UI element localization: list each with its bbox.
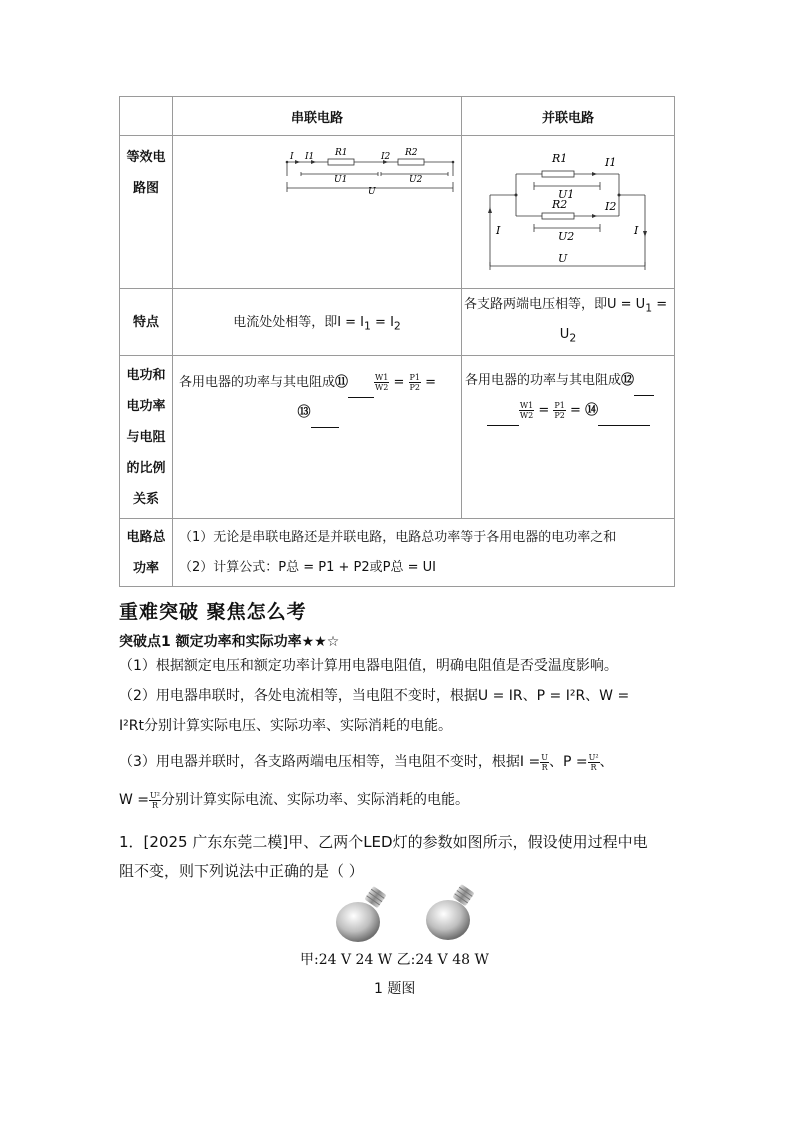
bulb-yi-icon [426, 884, 475, 940]
answer-blank[interactable] [348, 397, 374, 398]
parallel-feature-text: = [652, 297, 668, 313]
label-R2: R2 [552, 198, 568, 211]
header-parallel: 并联电路 [462, 97, 675, 136]
label-I1: I1 [305, 152, 315, 162]
fraction-u-r: $\frac{U}{R}$ [541, 752, 548, 772]
row-head-line: 路图 [132, 181, 159, 196]
series-circuit-diagram [173, 142, 462, 202]
paragraph-3b [119, 790, 469, 810]
parallel-ratio: 各用电器的功率与其电阻成⑫ $\frac{W1}{W2}$ = $\frac{P1}{P2}$ = ⑭ [462, 356, 675, 519]
paragraph-1: （1）根据额定电压和额定功率计算用电器电阻值，明确电阻值是否受温度影响。 [119, 658, 618, 674]
label-I2: I2 [381, 152, 391, 162]
total-power-formula: （2）计算公式：P总 = P1 + P2或P总 = UI [179, 559, 436, 575]
answer-blank[interactable] [598, 425, 650, 426]
row-head-line: 等效电 [126, 150, 166, 165]
series-ratio-text: 各用电器的功率与其电阻成 [179, 375, 336, 390]
parallel-feature [462, 289, 675, 356]
label-U1: U1 [334, 175, 348, 185]
bulb-specs-label: 甲:24 V 24 W 乙:24 V 48 W [300, 952, 489, 968]
row-head-line: 电功率 [126, 398, 166, 414]
header-series: 串联电路 [173, 97, 462, 136]
label-I: I [290, 152, 294, 162]
paragraph-2b: I²Rt分别计算实际电压、实际功率、实际消耗的电能。 [119, 718, 452, 734]
led-bulbs-image [330, 880, 480, 950]
row-head-diagram [120, 136, 173, 289]
question-line-2: 阻不变，则下列说法中正确的是（ ） [119, 862, 364, 880]
figure-caption: 1 题图 [374, 981, 416, 997]
label-R1: R1 [335, 148, 348, 158]
arrow-icon [592, 214, 597, 218]
fraction-u2-rt: $\frac{\text{U²}}{R}$ [150, 790, 160, 810]
table-corner-cell [120, 97, 173, 136]
paragraph-2a: （2）用电器串联时，各处电流相等，当电阻不变时，根据U = IR、P = I²R、W = [119, 688, 630, 704]
row-head-total-power [120, 519, 173, 587]
parallel-diagram-cell [462, 136, 675, 289]
answer-blank[interactable] [487, 425, 519, 426]
answer-mark-12: ⑫ [621, 373, 635, 388]
parallel-ratio-text: 各用电器的功率与其电阻成 [465, 373, 622, 388]
parallel-feature-text: 各支路两端电压相等，即U = U [464, 297, 646, 313]
arrow-icon [592, 172, 597, 176]
answer-mark-13: ⑬ [297, 405, 311, 420]
answer-blank[interactable] [311, 427, 339, 428]
label-I2: I2 [605, 200, 617, 213]
answer-mark-14: ⑭ [585, 403, 599, 418]
series-feature-text: = I [370, 315, 394, 331]
arrow-icon [295, 160, 300, 164]
comparison-table [119, 96, 675, 587]
row-head-line: 的比例 [126, 460, 166, 476]
paragraph-text: W = [119, 792, 150, 808]
parallel-feature-text: U [559, 327, 570, 342]
paragraph-text: 、P = [548, 754, 588, 770]
label-I1: I1 [605, 156, 617, 169]
fraction-w: $\frac{W1}{W2}$ [375, 373, 389, 392]
bulb-jia-icon [336, 886, 387, 942]
answer-mark-11: ⑪ [335, 375, 349, 390]
paragraph-text: 、 [599, 754, 614, 770]
subscript: 1 [645, 302, 653, 315]
subscript: 2 [569, 331, 577, 345]
row-head-line: 与电阻 [126, 429, 166, 445]
question-line-1: 1．[2025 广东东莞二模]甲、乙两个LED灯的参数如图所示，假设使用过程中电 [119, 833, 648, 851]
row-head-line: 电功和 [126, 367, 166, 383]
fraction-p: $\frac{P1}{P2}$ [554, 401, 565, 420]
row-head-line: 功率 [132, 560, 159, 576]
series-diagram-cell [173, 136, 462, 289]
series-feature [173, 289, 462, 356]
parallel-circuit-diagram [462, 136, 675, 286]
total-power-line: （1）无论是串联电路还是并联电路，电路总功率等于各用电器的电功率之和 [179, 529, 617, 545]
label-I-right: I [634, 224, 639, 237]
fraction-p: $\frac{P1}{P2}$ [409, 373, 420, 392]
subscript: 1 [364, 319, 371, 333]
label-R2: R2 [405, 148, 418, 158]
series-ratio: 各用电器的功率与其电阻成⑪ $\frac{W1}{W2}$ = $\frac{P1}{P2}$ = ⑬ [173, 356, 462, 519]
paragraph-3a [119, 752, 614, 772]
fraction-u2-r: $\frac{\text{U²}}{R}$ [588, 752, 599, 772]
subscript: 2 [393, 319, 401, 333]
label-U: U [558, 252, 568, 265]
row-head-line: 关系 [132, 491, 159, 507]
total-power-cell [173, 519, 675, 587]
arrow-icon [643, 231, 647, 237]
label-R1: R1 [552, 152, 568, 165]
label-U2: U2 [409, 175, 423, 185]
row-head-line: 电路总 [126, 529, 166, 545]
section-title: 重难突破 聚焦怎么考 [119, 601, 307, 623]
paragraph-text: 分别计算实际电流、实际功率、实际消耗的电能。 [160, 792, 469, 808]
series-feature-text: 电流处处相等，即I = I [233, 315, 365, 331]
row-head-ratio [120, 356, 173, 519]
fraction-w: $\frac{W1}{W2}$ [519, 401, 534, 420]
paragraph-text: （3）用电器并联时，各支路两端电压相等，当电阻不变时，根据I = [119, 754, 541, 770]
arrow-icon [488, 207, 492, 213]
label-U2: U2 [558, 230, 575, 243]
label-U1: U1 [558, 188, 575, 201]
label-I-left: I [496, 224, 501, 237]
point-title: 突破点1 额定功率和实际功率★★☆ [119, 634, 340, 650]
label-U: U [368, 187, 376, 197]
row-head-feature: 特点 [120, 289, 173, 356]
